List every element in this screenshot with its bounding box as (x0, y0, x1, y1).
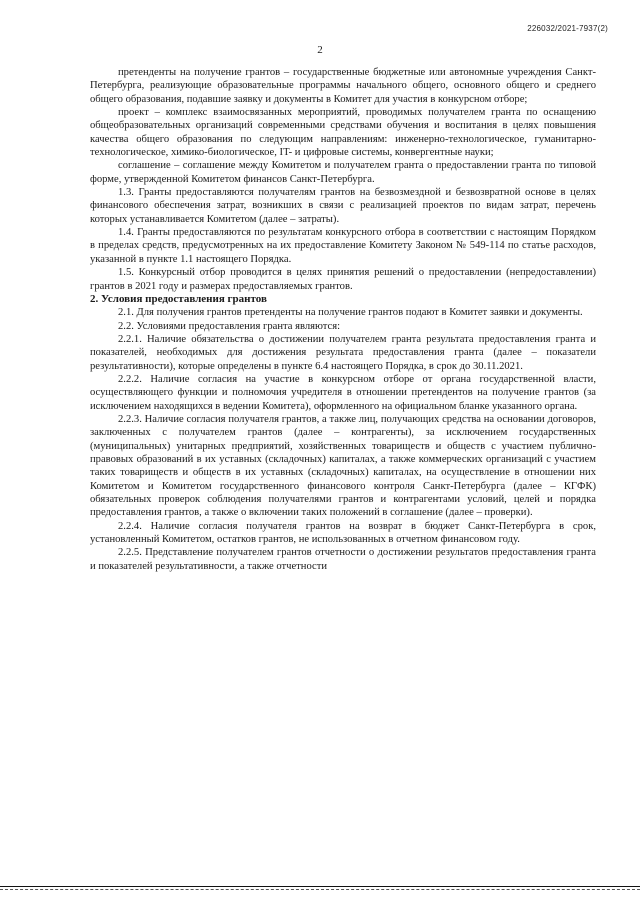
section-title: 2. Условия предоставления грантов (90, 292, 267, 305)
paragraph-2-2-2: 2.2.2. Наличие согласия на участие в конкурсном отборе от органа государственной власти, осуществляющего функции и полномочия учредителя в отношении претендентов на получение грантов (за исключением находящихся в ведении Комитета), оформленного на официальном бланке указанного органа. (90, 373, 596, 412)
paragraph-project-definition: проект – комплекс взаимосвязанных мероприятий, проводимых получателем гранта по оснащению общеобразовательных организаций современными средствами обучения и воспитания в целях повышения качества общего образования по следующим направлениям: инженерно-технологическое, гуманитарно-технологическое, химико-биологическое, IT- и цифровые системы, конвергентные науки; (90, 107, 596, 159)
document-body (90, 66, 596, 573)
paragraph-applicants-definition: претенденты на получение грантов – государственные бюджетные или автономные учреждения Санкт-Петербурга, реализующие образовательные программы начального общего, основного общего и среднего общего образования, подавшие заявку и документы в Комитет для участия в конкурсном отборе; (90, 67, 596, 105)
paragraph-1-4: 1.4. Гранты предоставляются по результатам конкурсного отбора в соответствии с настоящим Порядком в пределах средств, предусмотренных на их предоставление Комитету Законом № 549-114 по статье расходов, указанной в пункте 1.1 настоящего Порядка. (90, 227, 596, 265)
paragraph-1-5: 1.5. Конкурсный отбор проводится в целях принятия решений о предоставлении (непредоставлении) грантов в 2021 году и размерах предоставляемых грантов. (90, 267, 596, 292)
paragraph-2-2-5: 2.2.5. Представление получателем грантов отчетности о достижении результатов предоставления гранта и показателей результативности, а также отчетности (90, 547, 596, 572)
page-bottom-scan-edge (0, 889, 640, 890)
paragraph-1-3: 1.3. Гранты предоставляются получателям грантов на безвозмездной и безвозвратной основе в целях финансового обеспечения затрат, возникших в связи с реализацией проектов по видам затрат, перечень которых устанавливается Комитетом (далее – затраты). (90, 187, 596, 225)
paragraph-2-2-4: 2.2.4. Наличие согласия получателя грантов на возврат в бюджет Санкт-Петербурга в срок, установленный Комитетом, остатков грантов, не использованных в отчетном финансовом году. (90, 520, 596, 546)
paragraph-2-1: 2.1. Для получения грантов претенденты на получение грантов подают в Комитет заявки и документы. (118, 307, 583, 319)
paragraph-2-2-3: 2.2.3. Наличие согласия получателя грантов, а также лиц, получающих средства на основании договоров, заключенных с получателем грантов (далее – контрагенты), за исключением государственных (муниципальных) унитарных предприятий, хозяйственных товариществ и обществ с участием публично-правовых образований в их уставных (складочных) капиталах, а также коммерческих организаций с участием таких товариществ и обществ в их уставных (складочных) капиталах, на осуществление в отношении них Комитетом и Комитетом государственного финансового контроля Санкт-Петербурга (далее – КГФК) обязательных проверок соблюдения получателями грантов и контрагентами условий, целей и порядка предоставления грантов, а также о включении таких положений в соглашение (далее – проверки). (90, 413, 596, 519)
paragraph-2-2-1: 2.2.1. Наличие обязательства о достижении получателем гранта результата предоставления гранта и показателей, необходимых для достижения результата предоставления гранта (далее – показатели результативности), которые определены в пункте 6.4 настоящего Порядка, в срок до 30.11.2021. (90, 333, 596, 372)
document-registration-number: 226032/2021-7937(2) (527, 24, 608, 33)
paragraph-2-2: 2.2. Условиями предоставления гранта являются: (118, 320, 341, 332)
page-number: 2 (317, 44, 323, 56)
page-bottom-rule (0, 886, 640, 887)
paragraph-agreement-definition: соглашение – соглашение между Комитетом и получателем гранта о предоставлении гранта по типовой форме, утвержденной Комитетом финансов Санкт-Петербурга. (90, 160, 596, 185)
